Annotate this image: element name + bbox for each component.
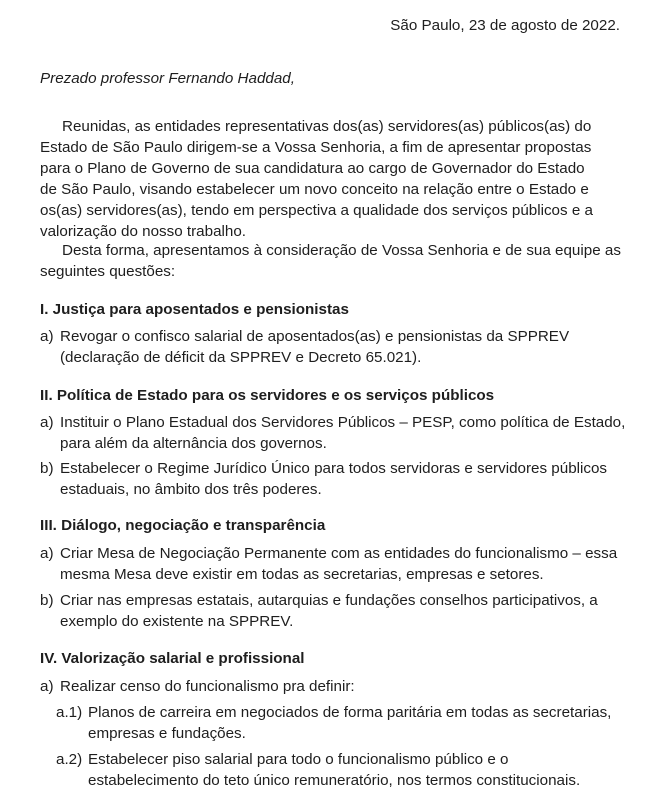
- item-line: Realizar censo do funcionalismo pra definir:: [60, 678, 355, 695]
- paragraph-line: valorização do nosso trabalho.: [40, 223, 247, 240]
- paragraph-line: os(as) servidores(as), tendo em perspectiva a qualidade dos serviços públicos e a: [40, 202, 593, 219]
- salutation: Prezado professor Fernando Haddad,: [40, 70, 295, 87]
- paragraph-line: Desta forma, apresentamos à consideração de Vossa Senhoria e de sua equipe as: [62, 242, 621, 259]
- paragraph-line: seguintes questões:: [40, 263, 176, 280]
- section-heading: I. Justiça para aposentados e pensionistas: [40, 301, 349, 318]
- section-heading: IV. Valorização salarial e profissional: [40, 650, 305, 667]
- item-label: b): [40, 460, 54, 477]
- subitem-line: Planos de carreira em negociados de forma paritária em todas as secretarias,: [88, 704, 612, 721]
- item-text: [60, 543, 635, 585]
- item-line: mesma Mesa deve existir em todas as secretarias, empresas e setores.: [60, 566, 544, 583]
- item-label: b): [40, 592, 54, 609]
- paragraph-line: de São Paulo, visando estabelecer um novo conceito na relação entre o Estado e: [40, 181, 589, 198]
- paragraph-line: Reunidas, as entidades representativas dos(as) servidores(as) públicos(as) do: [62, 118, 592, 135]
- item-label: a): [40, 545, 54, 562]
- item-text: [60, 412, 635, 454]
- subitem-label: a.1): [56, 704, 83, 721]
- section-heading: II. Política de Estado para os servidores e os serviços públicos: [40, 387, 495, 404]
- item-text: [60, 326, 635, 368]
- item-line: Criar Mesa de Negociação Permanente com as entidades do funcionalismo – essa: [60, 545, 618, 562]
- subitem-line: estabelecimento do teto único remuneratório, nos termos constitucionais.: [88, 772, 581, 789]
- paragraph-line: para o Plano de Governo de sua candidatura ao cargo de Governador do Estado: [40, 160, 585, 177]
- paragraph-line: Estado de São Paulo dirigem-se a Vossa Senhoria, a fim de apresentar propostas: [40, 139, 592, 156]
- item-line: Revogar o confisco salarial de aposentados(as) e pensionistas da SPPREV: [60, 328, 570, 345]
- subitem-line: empresas e fundações.: [88, 725, 246, 742]
- item-line: exemplo do existente na SPPREV.: [60, 613, 294, 630]
- section-heading: III. Diálogo, negociação e transparência: [40, 517, 326, 534]
- item-line: estaduais, no âmbito dos três poderes.: [60, 481, 322, 498]
- item-line: Estabelecer o Regime Jurídico Único para todos servidoras e servidores públicos: [60, 460, 608, 477]
- item-label: a): [40, 678, 54, 695]
- subitem-line: Estabelecer piso salarial para todo o funcionalismo público e o: [88, 751, 509, 768]
- item-line: para além da alternância dos governos.: [60, 435, 327, 452]
- subitem-text: [88, 702, 628, 744]
- item-line: Criar nas empresas estatais, autarquias e fundações conselhos participativos, a: [60, 592, 598, 609]
- item-text: [60, 676, 635, 697]
- subitem-label: a.2): [56, 751, 83, 768]
- second-paragraph: [40, 240, 620, 282]
- intro-paragraph: [40, 116, 620, 242]
- letter-date: São Paulo, 23 de agosto de 2022.: [390, 17, 620, 34]
- item-label: a): [40, 414, 54, 431]
- subitem-text: [88, 749, 628, 791]
- item-text: [60, 458, 635, 500]
- item-line: Instituir o Plano Estadual dos Servidores Públicos – PESP, como política de Estado,: [60, 414, 626, 431]
- item-label: a): [40, 328, 54, 345]
- item-line: (declaração de déficit da SPPREV e Decreto 65.021).: [60, 349, 422, 366]
- item-text: [60, 590, 635, 632]
